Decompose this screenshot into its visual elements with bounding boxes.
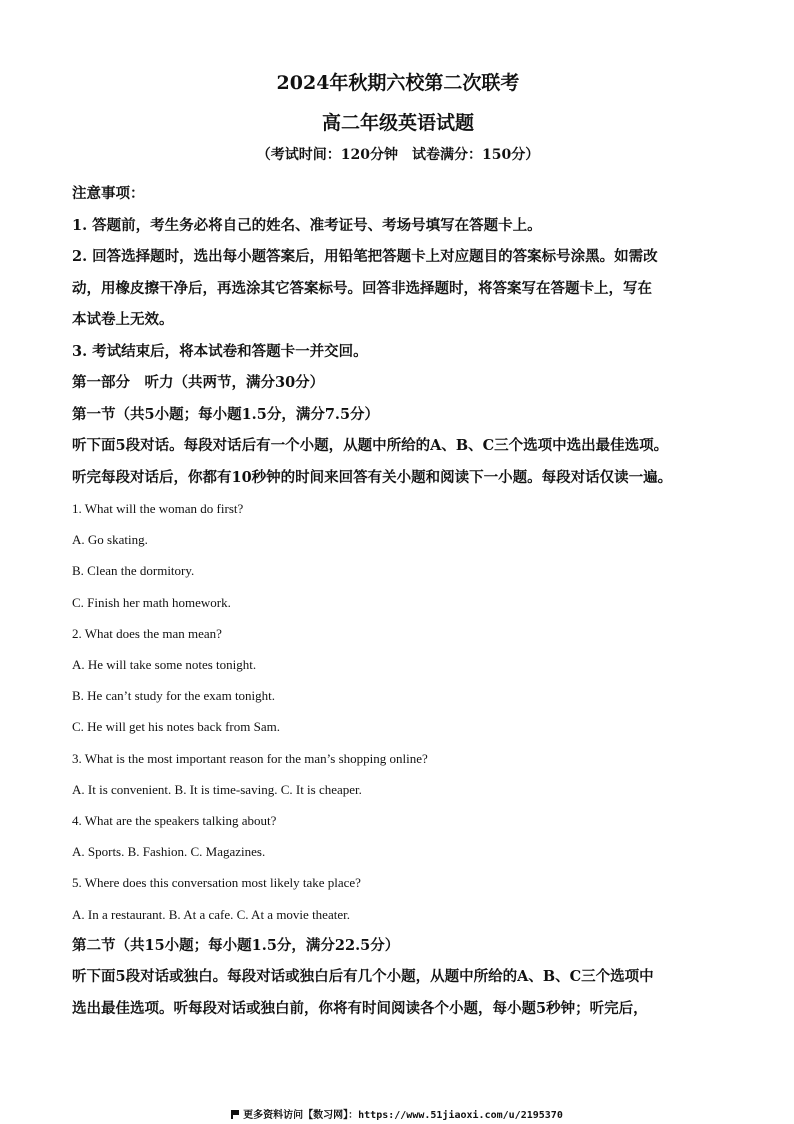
- footer-link[interactable]: [0, 1106, 794, 1121]
- note-line-1: 1. 答题前，考生务必将自己的姓名、准考证号、考场号填写在答题卡上。: [72, 216, 542, 234]
- question-1-option-a: A. Go skating.: [72, 532, 148, 548]
- note-line-3: 3. 考试结束后，将本试卷和答题卡一并交回。: [72, 342, 368, 360]
- question-5: 5. Where does this conversation most likely take place?: [72, 875, 361, 891]
- section1-heading: 第一节（共5小题；每小题1.5分，满分7.5分）: [72, 405, 380, 423]
- section2-instruction-b: 选出最佳选项。听每段对话或独白前，你将有时间阅读各个小题，每小题5秒钟；听完后，: [72, 999, 648, 1017]
- question-2-option-a: A. He will take some notes tonight.: [72, 657, 257, 673]
- question-4-options: A. Sports. B. Fashion. C. Magazines.: [72, 844, 266, 860]
- question-1: 1. What will the woman do first?: [72, 501, 244, 516]
- section1-instruction-b: 听完每段对话后，你都有10秒钟的时间来回答有关小题和阅读下一小题。每段对话仅读一遍。: [72, 468, 673, 486]
- section1-instruction-a: 听下面5段对话。每段对话后有一个小题，从题中所给的A、B、C三个选项中选出最佳选项。: [72, 437, 669, 454]
- exam-page: [72, 66, 724, 1024]
- question-2-option-b: B. He can’t study for the exam tonight.: [72, 688, 276, 704]
- footer-text[interactable]: 更多资料访问【数习网】：https://www.51jiaoxi.com/u/2195370: [243, 1110, 563, 1121]
- exam-title: 2024年秋期六校第二次联考: [276, 72, 520, 94]
- question-1-option-b: B. Clean the dormitory.: [72, 563, 195, 579]
- question-3-options: A. It is convenient. B. It is time-saving. C. It is cheaper.: [72, 781, 362, 797]
- notes-heading: 注意事项：: [72, 185, 145, 202]
- note-line-2b: 动，用橡皮擦干净后，再选涂其它答案标号。回答非选择题时，将答案写在答题卡上，写在: [72, 279, 652, 297]
- question-3: 3. What is the most important reason for the man’s shopping online?: [72, 750, 428, 766]
- question-5-options: A. In a restaurant. B. At a cafe. C. At a movie theater.: [72, 906, 350, 922]
- question-1-option-c: C. Finish her math homework.: [72, 594, 231, 610]
- question-2: 2. What does the man mean?: [72, 625, 222, 641]
- section2-heading: 第二节（共15小题；每小题1.5分，满分22.5分）: [72, 936, 400, 954]
- question-2-option-c: C. He will get his notes back from Sam.: [72, 719, 280, 735]
- flag-icon: [231, 1110, 239, 1119]
- question-4: 4. What are the speakers talking about?: [72, 813, 277, 829]
- note-line-2a: 2. 回答选择题时，选出每小题答案后，用铅笔把答题卡上对应题目的答案标号涂黑。如需改: [72, 248, 658, 265]
- note-line-2c: 本试卷上无效。: [72, 311, 174, 328]
- exam-subtitle: 高二年级英语试题: [321, 112, 474, 134]
- exam-time-info: （考试时间：120分钟 试卷满分：150分）: [256, 147, 540, 163]
- part1-heading: 第一部分 听力（共两节，满分30分）: [72, 374, 325, 391]
- section2-instruction-a: 听下面5段对话或独白。每段对话或独白后有几个小题，从题中所给的A、B、C三个选项中: [72, 968, 654, 986]
